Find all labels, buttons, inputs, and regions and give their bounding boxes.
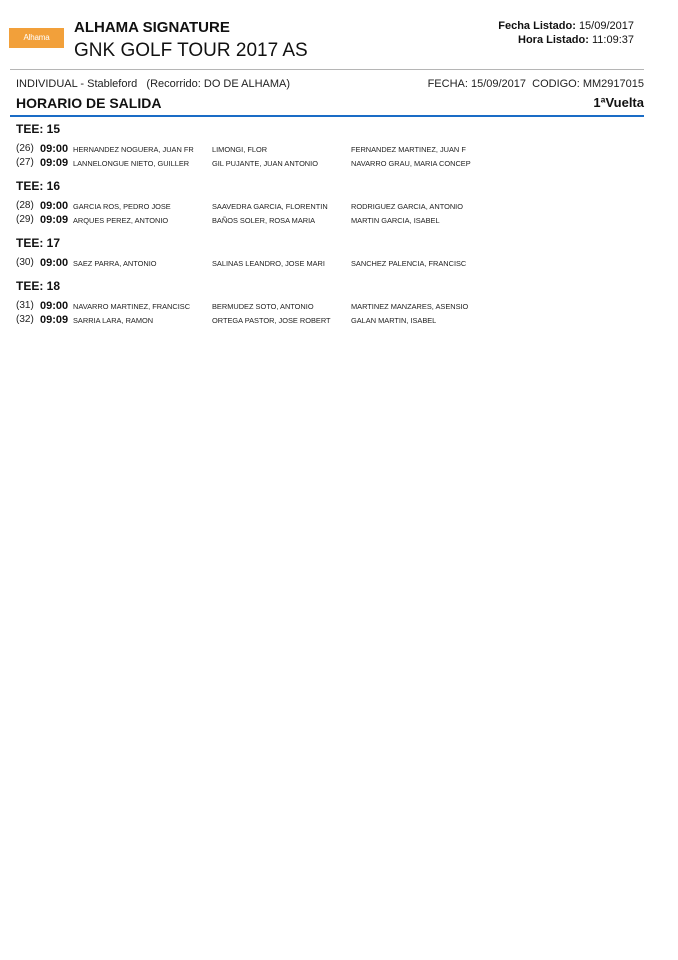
round-label: 1ªVuelta (593, 95, 644, 110)
tee-time-row (16, 257, 656, 271)
tee-time-row (16, 214, 656, 228)
tee-time: 09:00 (40, 200, 69, 212)
player-name: NAVARRO GRAU, MARIA CONCEP (351, 159, 471, 168)
fecha-listado-value: 15/09/2017 (578, 20, 634, 32)
player-name: MARTINEZ MANZARES, ASENSIO (351, 302, 469, 311)
player-name: MARTIN GARCIA, ISABEL (351, 216, 440, 225)
tee-time-row (16, 200, 656, 214)
tee-time: 09:09 (40, 157, 69, 169)
player-name: SARRIA LARA, RAMON (73, 316, 154, 325)
tee-time-row (16, 314, 656, 328)
player-name: GALAN MARTIN, ISABEL (351, 316, 437, 325)
player-name: RODRIGUEZ GARCIA, ANTONIO (351, 202, 463, 211)
player-name: ARQUES PEREZ, ANTONIO (73, 216, 169, 225)
player-name: NAVARRO MARTINEZ, FRANCISC (73, 302, 191, 311)
competition-description: INDIVIDUAL - Stableford (Recorrido: DO DE ALHAMA) (16, 78, 291, 90)
tee-time-row (16, 143, 656, 157)
tee-time-row (16, 157, 656, 171)
group-number: (30) (16, 257, 34, 268)
player-name: LIMONGI, FLOR (212, 145, 268, 154)
title-divider (10, 115, 644, 117)
fecha-listado-label: Fecha Listado: (498, 20, 576, 32)
header-divider (10, 69, 644, 70)
tee-time: 09:09 (40, 214, 69, 226)
player-name: BAÑOS SOLER, ROSA MARIA (212, 216, 316, 225)
player-name: SAEZ PARRA, ANTONIO (73, 259, 157, 268)
tournament-title: GNK GOLF TOUR 2017 AS (74, 40, 308, 61)
club-logo: Alhama Signature (9, 28, 64, 48)
hora-listado-label: Hora Listado: (518, 34, 589, 46)
tee-time: 09:00 (40, 300, 69, 312)
group-number: (32) (16, 314, 34, 325)
player-name: FERNANDEZ MARTINEZ, JUAN F (351, 145, 466, 154)
group-number: (31) (16, 300, 34, 311)
player-name: GARCIA ROS, PEDRO JOSE (73, 202, 171, 211)
group-number: (27) (16, 157, 34, 168)
player-name: HERNANDEZ NOGUERA, JUAN FR (73, 145, 194, 154)
group-number: (29) (16, 214, 34, 225)
player-name: SANCHEZ PALENCIA, FRANCISC (351, 259, 467, 268)
player-name: ORTEGA PASTOR, JOSE ROBERT (212, 316, 331, 325)
tee-label: TEE: 15 (16, 122, 61, 136)
tee-time: 09:00 (40, 257, 69, 269)
page-title: HORARIO DE SALIDA (16, 95, 162, 111)
tee-label: TEE: 18 (16, 279, 61, 293)
group-number: (26) (16, 143, 34, 154)
player-name: SALINAS LEANDRO, JOSE MARI (212, 259, 325, 268)
group-number: (28) (16, 200, 34, 211)
competition-date-code: FECHA: 15/09/2017 CODIGO: MM2917015 (427, 78, 644, 90)
hora-listado-value: 11:09:37 (591, 34, 634, 46)
tee-time: 09:00 (40, 143, 69, 155)
listing-meta (498, 19, 634, 47)
tee-label: TEE: 16 (16, 179, 61, 193)
club-name: ALHAMA SIGNATURE (74, 19, 230, 36)
tee-time-row (16, 300, 656, 314)
tee-label: TEE: 17 (16, 236, 61, 250)
player-name: SAAVEDRA GARCIA, FLORENTIN (212, 202, 328, 211)
player-name: GIL PUJANTE, JUAN ANTONIO (212, 159, 318, 168)
player-name: BERMUDEZ SOTO, ANTONIO (212, 302, 314, 311)
player-name: LANNELONGUE NIETO, GUILLER (73, 159, 190, 168)
tee-time: 09:09 (40, 314, 69, 326)
